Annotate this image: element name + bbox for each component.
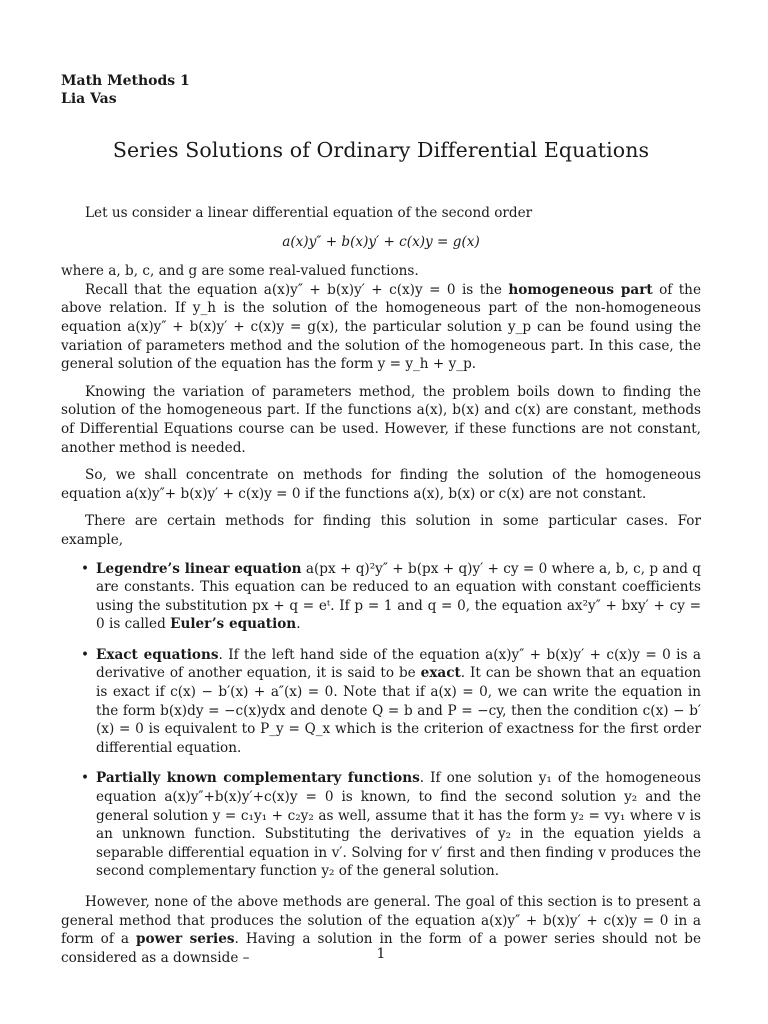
bullet-tail: . It can be shown that an equation is exact if c(x) − b′(x) + a″(x) = 0. Note that if a(x) = 0, we can write the equation in the form b(x)dy = −c(x)ydx and denote Q = b and P = −cy, then the condition c(x) − b′(x) = 0 is equivalent to P_y = Q_x which is the criterion of exactness for the first order differential equation. [96, 665, 702, 756]
paragraph-knowing: Knowing the variation of parameters method, the problem boils down to finding the solution of the homogeneous part. If the functions a(x), b(x) and c(x) are constant, methods of Differential Equations course can be used. However, if these functions are not constant, another method is needed. [61, 383, 701, 456]
bullet-bold-term: Partially known complementary functions [96, 770, 420, 787]
bullet-text: . If one solution y₁ of the homogeneous equation a(x)y″+b(x)y′+c(x)y = 0 is known, to find the second solution y₂ and the general solution y = c₁y₁ + c₂y₂ as well, assume that it has the form y₂ = vy₁ where v is an unknown function. Substituting the derivatives of y₂ in the equation yields a separable differential equation in v′. Solving for v′ first and then finding v produces the second complementary function y₂ of the general solution. [96, 770, 701, 880]
bullet-icon: • [81, 770, 90, 787]
bullet-icon: • [81, 560, 90, 577]
bullet-bold-term-2: Euler’s equation [170, 616, 297, 633]
paragraph-there: There are certain methods for finding this solution in some particular cases. For example, [61, 513, 701, 548]
bullet-bold-term: Legendre’s linear equation [96, 560, 302, 577]
course-name: Math Methods 1 [61, 73, 190, 89]
page-number: 1 [376, 946, 386, 962]
paragraph-recall [61, 281, 701, 374]
however-text-post: . Having a solution in the form of a power series should not be considered as a downside – [61, 931, 701, 966]
bullet-icon: • [81, 646, 90, 663]
list-item [61, 560, 701, 634]
bullet-bold-term-2: exact [420, 665, 461, 682]
main-equation: a(x)y″ + b(x)y′ + c(x)y = g(x) [282, 233, 480, 250]
bullet-text: . If the left hand side of the equation a(x)y″ + b(x)y′ + c(x)y = 0 is a derivative of another equation, it is said to be [96, 646, 701, 682]
paragraph-so: So, we shall concentrate on methods for finding the solution of the homogeneous equation a(x)y″+ b(x)y′ + c(x)y = 0 if the functions a(x), b(x) or c(x) are not constant. [61, 467, 701, 502]
author-name: Lia Vas [61, 91, 117, 107]
document-header [61, 72, 190, 108]
list-item [61, 769, 701, 881]
however-text-pre: However, none of the above methods are general. The goal of this section is to present a general method that produces the solution of the equation a(x)y″ + b(x)y′ + c(x)y = 0 in a form of a [61, 894, 701, 948]
where-line: where a, b, c, and g are some real-valued functions. [61, 263, 419, 280]
bullet-bold-term: Exact equations [96, 646, 219, 663]
document-page [61, 0, 701, 1024]
methods-list [61, 560, 701, 882]
document-title: Series Solutions of Ordinary Differential Equations [112, 138, 650, 162]
recall-text-post: of the above relation. If y_h is the solution of the homogeneous part of the non-homogeneous equation a(x)y″ + b(x)y′ + c(x)y = g(x), the particular solution y_p can be found using the variation of parameters method and the solution of the homogeneous part. In this case, the general solution of the equation has the form y = y_h + y_p. [61, 281, 701, 373]
recall-bold-term: homogeneous part [508, 281, 653, 298]
bullet-tail: . [296, 616, 301, 633]
list-item [61, 646, 701, 758]
however-bold-term: power series [136, 931, 235, 948]
document-body [61, 204, 701, 967]
recall-text-pre: Recall that the equation a(x)y″ + b(x)y′ + c(x)y = 0 is the [85, 281, 509, 298]
intro-paragraph: Let us consider a linear differential equation of the second order [85, 205, 533, 221]
bullet-text: a(px + q)²y″ + b(px + q)y′ + cy = 0 where a, b, c, p and q are constants. This equation can be reduced to an equation with constant coefficients using the substitution px + q = eᵗ. If p = 1 and q = 0, the equation ax²y″ + bxy′ + cy = 0 is called [96, 560, 701, 633]
